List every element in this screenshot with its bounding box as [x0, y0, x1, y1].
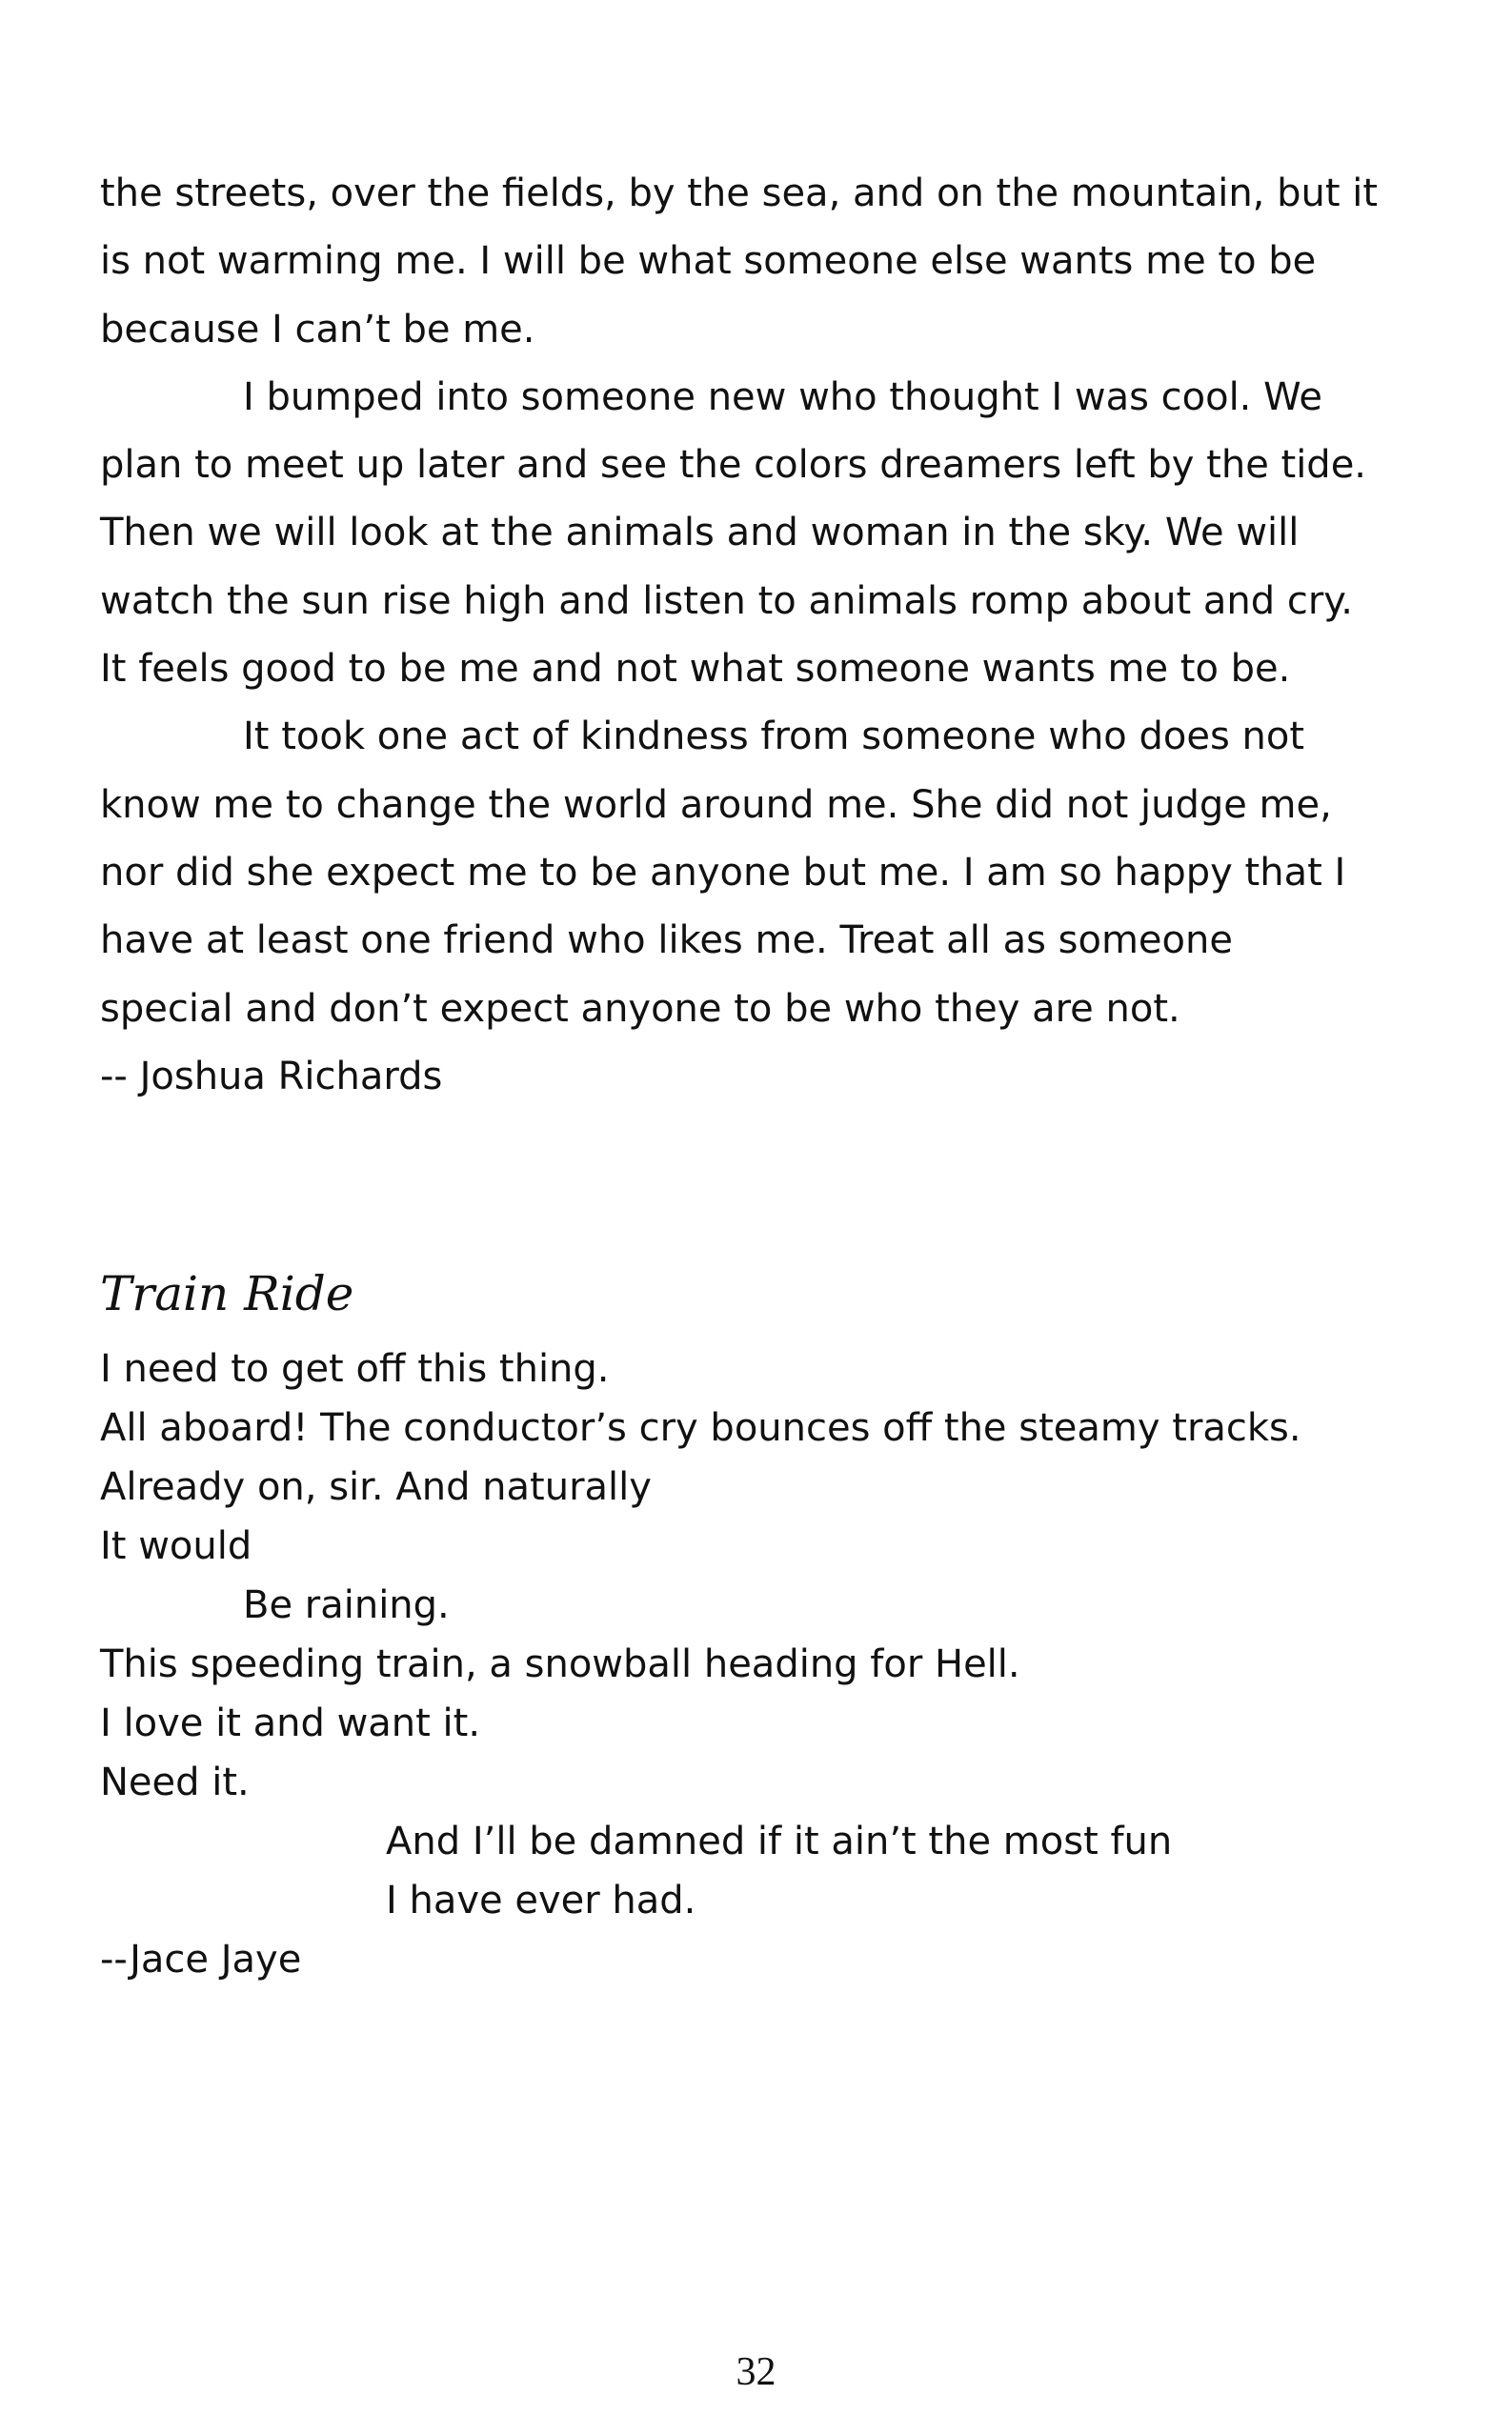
- poem-section: [100, 1339, 1434, 1989]
- prose-line: the streets, over the fields, by the sea, and on the mountain, but it: [100, 171, 1379, 215]
- page-number: 32: [736, 2350, 776, 2394]
- poem-line: I love it and want it.: [100, 1701, 481, 1745]
- poem-line-double-indented: And I’ll be damned if it ain’t the most fun: [386, 1820, 1173, 1863]
- poem-line: This speeding train, a snowball heading for Hell.: [100, 1642, 1020, 1686]
- prose-line: It feels good to be me and not what someone wants me to be.: [100, 647, 1291, 692]
- prose-line: plan to meet up later and see the colors dreamers left by the tide.: [100, 443, 1367, 488]
- prose-line: because I can’t be me.: [100, 307, 535, 352]
- prose-line: Then we will look at the animals and woman in the sky. We will: [100, 511, 1300, 555]
- prose-line-paragraph-start: I bumped into someone new who thought I was cool. We: [243, 374, 1322, 419]
- poem-line: Already on, sir. And naturally: [100, 1465, 652, 1509]
- prose-line: nor did she expect me to be anyone but me. I am so happy that I: [100, 850, 1346, 895]
- poem-line: It would: [100, 1524, 252, 1568]
- prose-line: special and don’t expect anyone to be who they are not.: [100, 986, 1180, 1031]
- poem-title: Train Ride: [100, 1266, 354, 1321]
- poem-line-indented: Be raining.: [243, 1583, 450, 1627]
- poem-author: --Jace Jaye: [100, 1938, 302, 1982]
- prose-line-paragraph-start: It took one act of kindness from someone who does not: [243, 715, 1305, 759]
- prose-line: is not warming me. I will be what someone else wants me to be: [100, 239, 1317, 284]
- prose-section: [100, 160, 1434, 1111]
- poem-line: Need it.: [100, 1761, 250, 1804]
- poem-line: I need to get off this thing.: [100, 1347, 610, 1391]
- prose-line: know me to change the world around me. She did not judge me,: [100, 782, 1332, 827]
- poem-line: All aboard! The conductor’s cry bounces off the steamy tracks.: [100, 1406, 1301, 1450]
- prose-line: have at least one friend who likes me. Treat all as someone: [100, 918, 1233, 963]
- prose-line: watch the sun rise high and listen to animals romp about and cry.: [100, 578, 1353, 623]
- poem-line-double-indented: I have ever had.: [386, 1879, 696, 1923]
- prose-author: -- Joshua Richards: [100, 1054, 443, 1098]
